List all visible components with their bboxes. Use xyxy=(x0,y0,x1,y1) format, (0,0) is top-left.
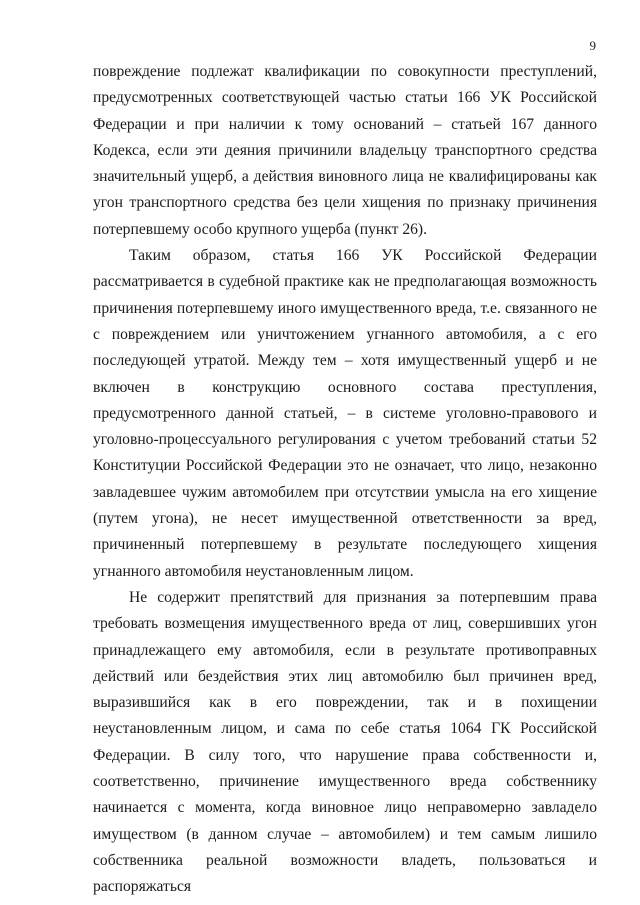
body-text xyxy=(93,59,597,901)
paragraph: Таким образом, статья 166 УК Российской Федерации рассматривается в судебной практике как не предполагающая возможность причинения потерпевшему иного имущественного вреда, т.е. связанного не с повреждением или уничтожением угнанного автомобиля, а с его последующей утратой. Между тем – хотя имущественный ущерб и не включен в конструкцию основного состава преступления, предусмотренного данной статьей, – в системе уголовно-правового и уголовно-процессуального регулирования с учетом требований статьи 52 Конституции Российской Федерации это не означает, что лицо, незаконно завладевшее чужим автомобилем при отсутствии умысла на его хищение (путем угона), не несет имущественной ответственности за вред, причиненный потерпевшему в результате последующего хищения угнанного автомобиля неустановленным лицом. xyxy=(93,247,597,580)
paragraph-continued: повреждение подлежат квалификации по совокупности преступлений, предусмотренных соответствующей частью статьи 166 УК Российской Федерации и при наличии к тому оснований – статьей 167 данного Кодекса, если эти деяния причинили владельцу транспортного средства значительный ущерб, а действия виновного лица не квалифицированы как угон транспортного средства без цели хищения по признаку причинения потерпевшему особо крупного ущерба (пункт 26). xyxy=(93,63,597,238)
paragraph: Не содержит препятствий для признания за потерпевшим права требовать возмещения имущественного вреда от лиц, совершивших угон принадлежащего ему автомобиля, если в результате противоправных действий или бездействия этих лиц автомобилю был причинен вред, выразившийся как в его повреждении, так и в похищении неустановленным лицом, и сама по себе статья 1064 ГК Российской Федерации. В силу того, что нарушение права собственности и, соответственно, причинение имущественного вреда собственнику начинается с момента, когда виновное лицо неправомерно завладело имуществом (в данном случае – автомобилем) и тем самым лишило собственника реальной возможности владеть, пользоваться и распоряжаться xyxy=(93,588,597,896)
page-number: 9 xyxy=(589,38,596,53)
